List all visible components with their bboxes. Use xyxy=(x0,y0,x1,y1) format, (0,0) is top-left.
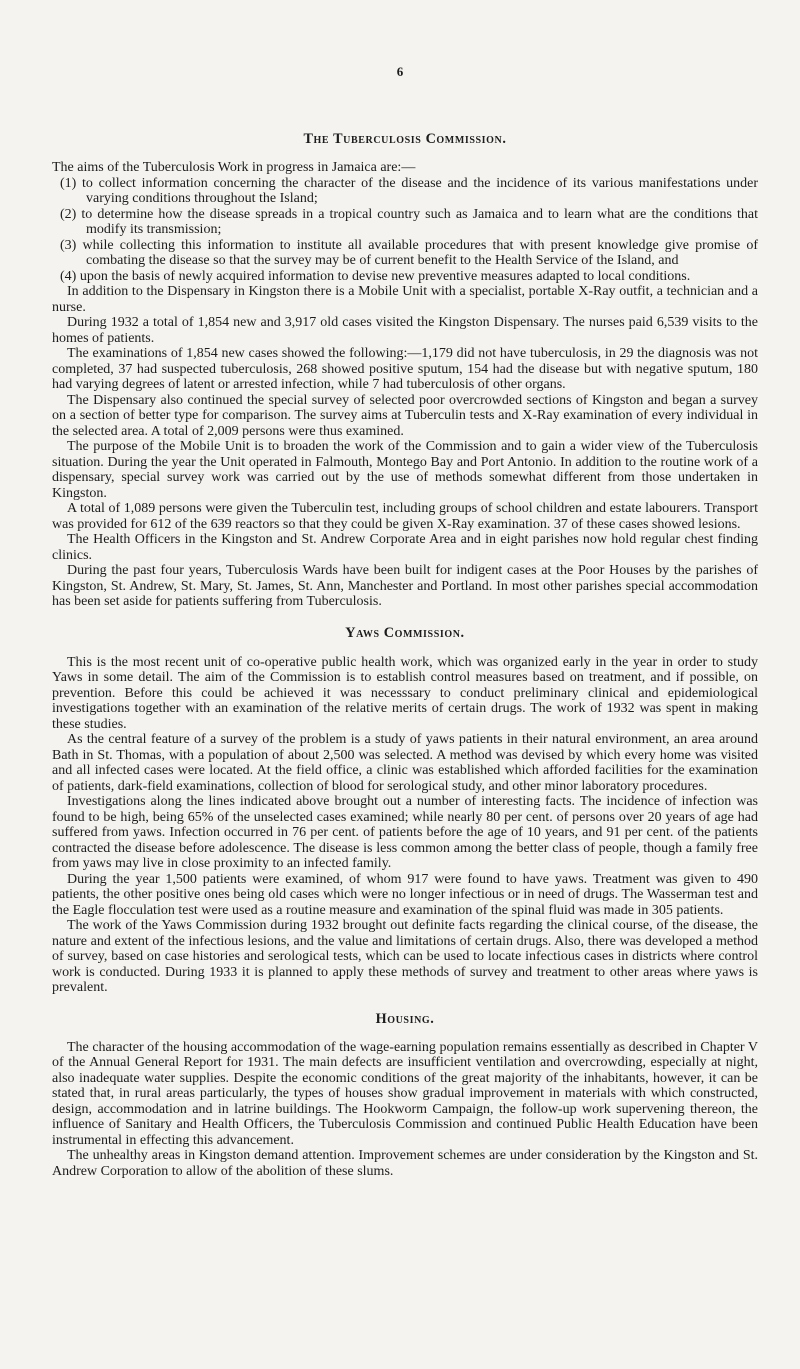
yaws-paragraph-5: The work of the Yaws Commission during 1932 brought out definite facts regarding the clinical course, of the disease, the nature and extent of the infectious lesions, and the value and limitations of certain drugs. Also, there was developed a method of survey, based on case histories and serological tests, which can be used to locate infectious cases in districts where control work is conducted. During 1933 it is planned to apply these methods of survey and treatment to other areas where yaws is prevalent. xyxy=(52,918,758,995)
housing-paragraph-2: The unhealthy areas in Kingston demand attention. Improvement schemes are under consideration by the Kingston and St. Andrew Corporation to allow of the abolition of these slums. xyxy=(52,1148,758,1179)
yaws-paragraph-4: During the year 1,500 patients were examined, of whom 917 were found to have yaws. Treatment was given to 490 patients, the other positive ones being old cases which were no longer infectious or in need of drugs. The Wasserman test and the Eagle flocculation test were used as a routine measure and examination of the spinal fluid was made in 305 patients. xyxy=(52,871,758,918)
tb-paragraph-examinations: The examinations of 1,854 new cases showed the following:—1,179 did not have tuberculosis, in 29 the diagnosis was not completed, 37 had suspected tuberculosis, 268 showed positive sputum, 154 had the disease but with negative sputum, 180 had varying degrees of latent or arrested infection, while 7 had tuberculosis of other organs. xyxy=(52,346,758,392)
tuberculosis-commission-heading: The Tuberculosis Commission. xyxy=(303,131,507,147)
tb-aim-3: (3) while collecting this information to institute all available procedures that with present knowledge give promise of combating the disease so that the survey may be of current benefit to the Health Service of the Island, and xyxy=(60,237,758,268)
tb-aim-2: (2) to determine how the disease spreads in a tropical country such as Jamaica and to learn what are the conditions that modify its transmission; xyxy=(60,206,758,237)
tb-paragraph-tuberculin-test: A total of 1,089 persons were given the Tuberculin test, including groups of school children and estate labourers. Transport was provided for 612 of the 639 reactors so that they could be given X-Ray examination. 37 of these cases showed lesions. xyxy=(52,501,758,532)
yaws-paragraph-2: As the central feature of a survey of the problem is a study of yaws patients in their natural environment, an area around Bath in St. Thomas, with a population of about 2,500 was selected. A method was devised by which every home was visited and all infected cases were located. At the field office, a clinic was established which afforded facilities for the examination of patients, dark-field examinations, collection of blood for serological study, and other minor laboratory procedures. xyxy=(52,732,758,794)
housing-heading: Housing. xyxy=(375,1010,435,1027)
page-content xyxy=(52,82,758,1179)
yaws-commission-heading: Yaws Commission. xyxy=(345,624,465,641)
housing-paragraph-1: The character of the housing accommodation of the wage-earning population remains essentially as described in Chapter V of the Annual General Report for 1931. The main defects are insufficient ventilation and overcrowding, especially at night, also inadequate water supplies. Despite the economic conditions of the great majority of the inhabitants, however, it can be stated that, in rural areas particularly, the types of houses show gradual improvement in materials with which constructed, design, accommodation and in latrine buildings. The Hookworm Campaign, the follow-up work supervening thereon, the influence of Sanitary and Health Officers, the Tuberculosis Commission and continued Public Health Education have been instrumental in effecting this advancement. xyxy=(52,1039,758,1148)
tb-paragraph-dispensary-visits: During 1932 a total of 1,854 new and 3,917 old cases visited the Kingston Dispensary. The nurses paid 6,539 visits to the homes of patients. xyxy=(52,315,758,346)
page-number: 6 xyxy=(396,64,404,79)
tb-intro: The aims of the Tuberculosis Work in progress in Jamaica are:— xyxy=(52,160,416,175)
yaws-paragraph-3: Investigations along the lines indicated above brought out a number of interesting facts. The incidence of infection was found to be high, being 65% of the unselected cases examined; while nearly 80 per cent. of persons over 20 years of age had suffered from yaws. Infection occurred in 76 per cent. of patients before the age of 10 years, and 91 per cent. of the patients contracted the disease before adolescence. The disease is less common among the better class of people, though a family free from yaws may live in close proximity to an infected family. xyxy=(52,794,758,871)
tb-aim-4: (4) upon the basis of newly acquired information to devise new preventive measures adapted to local conditions. xyxy=(60,268,691,284)
yaws-paragraph-1: This is the most recent unit of co-operative public health work, which was organized early in the year in order to study Yaws in some detail. The aim of the Commission is to establish control measures based on treatment, and if possible, on prevention. Before this could be achieved it was necesssary to conduct preliminary clinical and epidemiological investigations together with an examination of the relative merits of certain drugs. The work of 1932 was spent in making these studies. xyxy=(52,654,758,732)
tb-paragraph-special-survey: The Dispensary also continued the special survey of selected poor overcrowded sections of Kingston and began a survey on a section of better type for comparison. The survey aims at Tuberculin tests and X-Ray examination of every individual in the selected area. A total of 2,009 persons were thus examined. xyxy=(52,392,758,439)
tb-aim-1: (1) to collect information concerning the character of the disease and the incidence of its various manifestations under varying conditions throughout the Island; xyxy=(60,175,758,206)
tb-paragraph-health-officers: The Health Officers in the Kingston and St. Andrew Corporate Area and in eight parishes now hold regular chest finding clinics. xyxy=(52,532,758,563)
tb-paragraph-wards: During the past four years, Tuberculosis Wards have been built for indigent cases at the Poor Houses by the parishes of Kingston, St. Andrew, St. Mary, St. James, St. Ann, Manchester and Portland. In most other parishes special accommodation has been set aside for patients suffering from Tuberculosis. xyxy=(52,563,758,609)
tb-aims-list xyxy=(52,176,758,285)
tb-paragraph-mobile-unit-purpose: The purpose of the Mobile Unit is to broaden the work of the Commission and to gain a wider view of the Tuberculosis situation. During the year the Unit operated in Falmouth, Montego Bay and Port Antonio. In addition to the routine work of a dispensary, special survey work was carried out by the use of methods somewhat different from those undertaken in Kingston. xyxy=(52,439,758,501)
tb-paragraph-mobile-unit: In addition to the Dispensary in Kingston there is a Mobile Unit with a specialist, portable X-Ray outfit, a technician and a nurse. xyxy=(52,284,758,315)
